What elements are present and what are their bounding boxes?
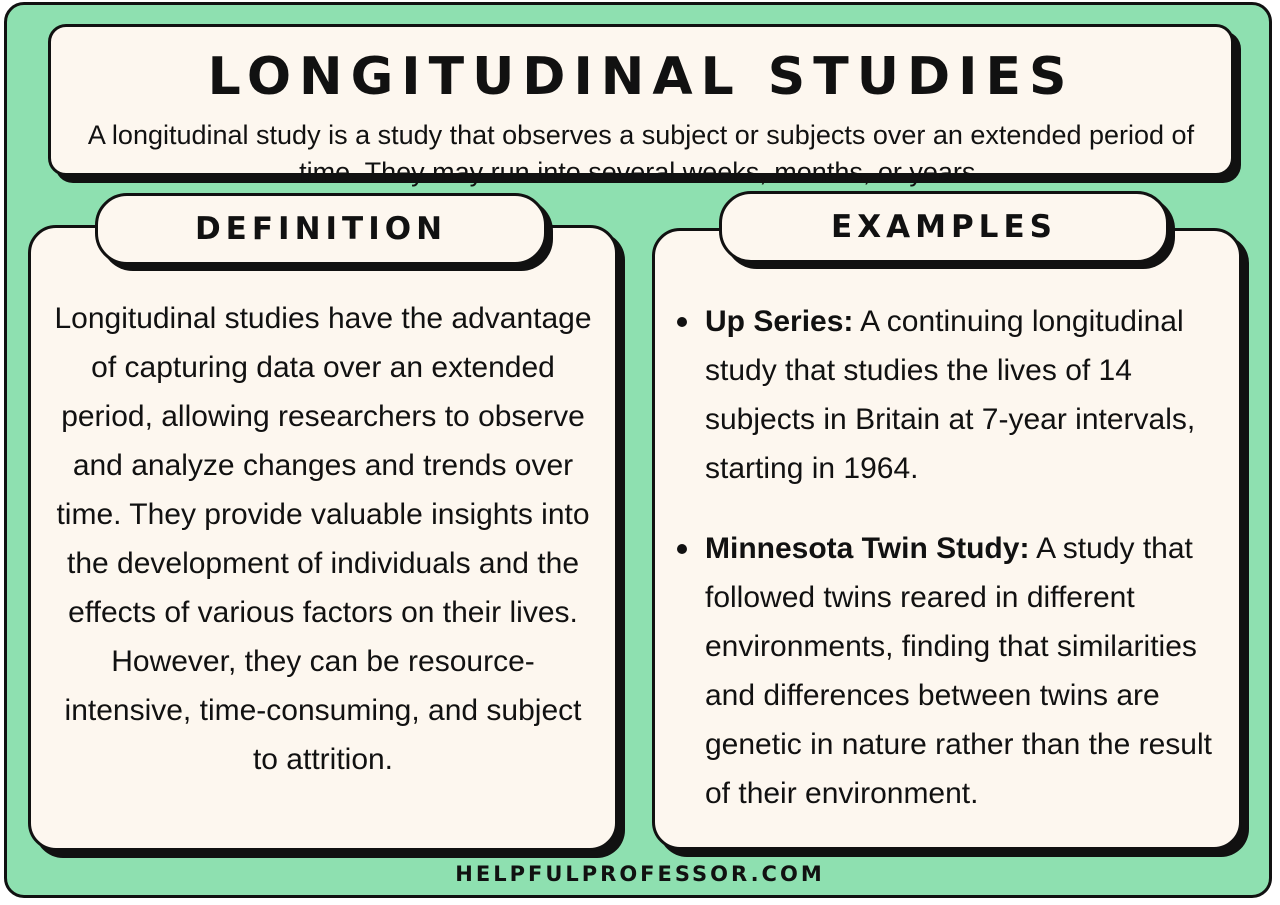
examples-heading: EXAMPLES [719, 191, 1169, 263]
example-term: Up Series: [705, 305, 854, 338]
definition-panel [28, 225, 618, 851]
example-description: A continuing longitudinal study that studies the lives of 14 subjects in Britain at 7-year intervals, starting in 1964. [705, 305, 1196, 485]
page-title: LONGITUDINAL STUDIES [207, 47, 1075, 107]
example-item [675, 524, 1225, 818]
example-description: A study that followed twins reared in different environments, finding that similarities and differences between twins are genetic in nature rather than the result of their environment. [705, 532, 1212, 810]
header-card [48, 24, 1234, 187]
page-subtitle: A longitudinal study is a study that observes a subject or subjects over an extended period of time. They may run into several weeks, months, or years. [87, 120, 1195, 187]
example-item [675, 297, 1225, 493]
examples-panel [652, 228, 1242, 850]
example-term: Minnesota Twin Study: [705, 532, 1030, 565]
definition-heading: DEFINITION [95, 193, 547, 265]
footer-site: HELPFULPROFESSOR.COM [455, 862, 825, 886]
examples-list [675, 297, 1225, 849]
definition-text: Longitudinal studies have the advantage of capturing data over an extended period, allowing researchers to observe and analyze changes and trends over time. They provide valuable insights into the development of individuals and the effects of various factors on their lives. However, they can be resource-intensive, time-consuming, and subject to attrition. [54, 302, 592, 776]
